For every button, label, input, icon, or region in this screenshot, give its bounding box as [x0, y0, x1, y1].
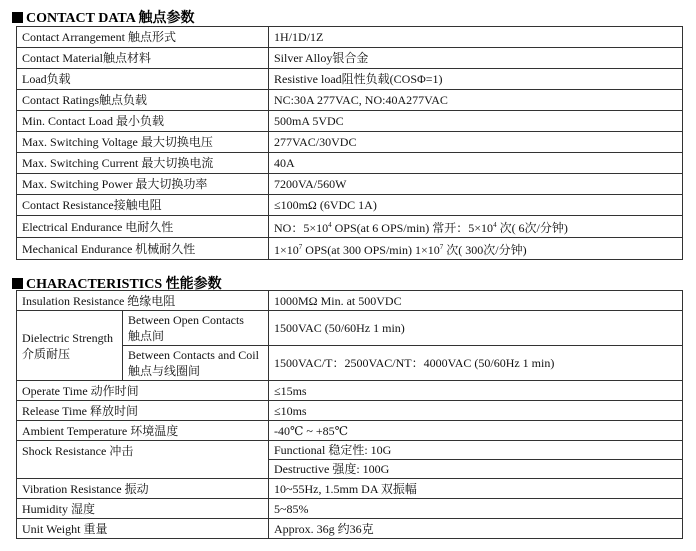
table-row [17, 421, 683, 441]
mechanical-endurance-value [269, 238, 683, 260]
label-cn: 触点与线圈间 [128, 364, 201, 378]
table-row [17, 174, 683, 195]
exponent: 4 [328, 221, 332, 229]
label-en: Between Contacts and Coil [128, 348, 259, 362]
contacts-coil-value: 1500VAC/T：2500VAC/NT：4000VAC (50/60Hz 1 min) [269, 346, 683, 381]
value-part: NO：5×10 [274, 221, 329, 235]
row-label: Ambient Temperature 环境温度 [17, 421, 269, 441]
row-label: Release Time 释放时间 [17, 401, 269, 421]
bullet-square-icon [12, 278, 23, 289]
exponent: 7 [298, 243, 303, 251]
insulation-label: Insulation Resistance 绝缘电阻 [17, 291, 269, 311]
characteristics-table [16, 290, 683, 539]
row-label: Unit Weight 重量 [17, 519, 269, 539]
row-label: Contact Material触点材料 [17, 48, 269, 69]
row-label: Max. Switching Power 最大切换功率 [17, 174, 269, 195]
contact-data-heading [12, 7, 195, 27]
shock-functional-value: Functional 稳定性: 10G [269, 441, 683, 460]
contact-data-table [16, 26, 683, 260]
table-row [17, 479, 683, 499]
dielectric-label-en: Dielectric Strength [22, 330, 113, 345]
row-value: Resistive load阻性负载(COSΦ=1) [269, 69, 683, 90]
row-value: ≤15ms [269, 381, 683, 401]
row-value: 7200VA/560W [269, 174, 683, 195]
row-value: NC:30A 277VAC, NO:40A277VAC [269, 90, 683, 111]
row-label: Operate Time 动作时间 [17, 381, 269, 401]
exponent: 4 [493, 221, 497, 229]
row-value: 10~55Hz, 1.5mm DA 双振幅 [269, 479, 683, 499]
electrical-endurance-value [269, 216, 683, 238]
row-value: 5~85% [269, 499, 683, 519]
table-row [17, 381, 683, 401]
table-row [17, 195, 683, 216]
row-label: Vibration Resistance 振动 [17, 479, 269, 499]
row-label: Contact Resistance接触电阻 [17, 195, 269, 216]
contact-data-title-cn: 触点参数 [138, 11, 195, 26]
shock-destructive-value: Destructive 强度: 100G [269, 460, 683, 479]
insulation-value: 1000MΩ Min. at 500VDC [269, 291, 683, 311]
open-contacts-label [123, 311, 269, 346]
row-label: Min. Contact Load 最小负载 [17, 111, 269, 132]
table-row [17, 311, 683, 346]
bullet-square-icon [12, 12, 23, 23]
label-cn: 触点间 [128, 329, 165, 343]
shock-label: Shock Resistance 冲击 [17, 441, 269, 479]
table-row [17, 519, 683, 539]
row-value: Approx. 36g 约36克 [269, 519, 683, 539]
contact-data-title: CONTACT DATA [26, 11, 136, 26]
mechanical-endurance-label: Mechanical Endurance 机械耐久性 [17, 238, 269, 260]
table-row [17, 441, 683, 460]
electrical-endurance-label: Electrical Endurance 电耐久性 [17, 216, 269, 238]
characteristics-title-cn: 性能参数 [165, 277, 222, 292]
table-row [17, 216, 683, 238]
value-part: 1×10 [274, 243, 299, 257]
row-value: 277VAC/30VDC [269, 132, 683, 153]
table-row [17, 238, 683, 260]
row-value: Silver Alloy银合金 [269, 48, 683, 69]
table-row [17, 499, 683, 519]
value-part: OPS(at 6 OPS/min) 常开：5×10 [334, 221, 494, 235]
row-value: ≤100mΩ (6VDC 1A) [269, 195, 683, 216]
table-row [17, 69, 683, 90]
row-value: 1H/1D/1Z [269, 27, 683, 48]
row-label: Humidity 湿度 [17, 499, 269, 519]
dielectric-label-cn: 介质耐压 [22, 346, 71, 361]
table-row [17, 153, 683, 174]
table-row [17, 27, 683, 48]
characteristics-title: CHARACTERISTICS [26, 277, 163, 292]
row-label: Contact Ratings触点负载 [17, 90, 269, 111]
contacts-coil-label [123, 346, 269, 381]
open-contacts-value: 1500VAC (50/60Hz 1 min) [269, 311, 683, 346]
table-row [17, 90, 683, 111]
dielectric-label [17, 311, 123, 381]
row-label: Max. Switching Voltage 最大切换电压 [17, 132, 269, 153]
value-part: OPS(at 300 OPS/min) 1×10 [305, 243, 440, 257]
row-label: Max. Switching Current 最大切换电流 [17, 153, 269, 174]
value-part: 次( 6次/分钟) [499, 221, 568, 235]
table-row [17, 111, 683, 132]
row-label: Contact Arrangement 触点形式 [17, 27, 269, 48]
row-value: 40A [269, 153, 683, 174]
table-row [17, 401, 683, 421]
label-en: Between Open Contacts [128, 313, 244, 327]
row-value: -40℃ ~ +85℃ [269, 421, 683, 441]
exponent: 7 [439, 243, 444, 251]
row-value: 500mA 5VDC [269, 111, 683, 132]
table-row [17, 132, 683, 153]
table-row [17, 48, 683, 69]
value-part: 次( 300次/分钟) [446, 243, 527, 257]
table-row [17, 291, 683, 311]
row-label: Load负载 [17, 69, 269, 90]
row-value: ≤10ms [269, 401, 683, 421]
